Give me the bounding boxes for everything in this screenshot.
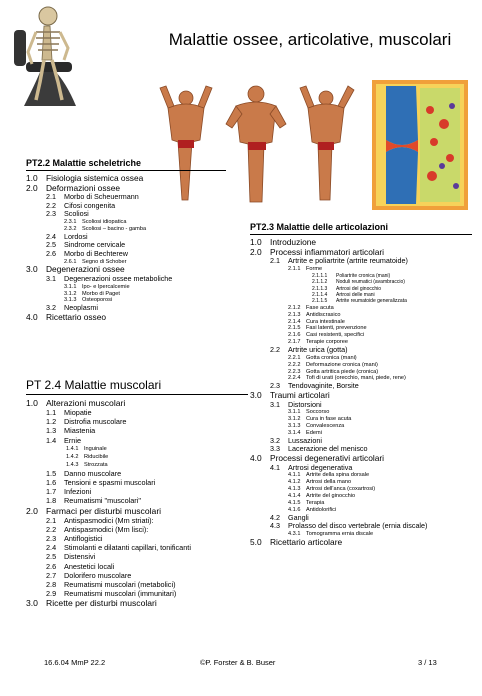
section-pt23 bbox=[250, 222, 472, 547]
outline-item-text: Fasi latenti, prevenzione bbox=[306, 325, 367, 332]
outline-item bbox=[250, 382, 472, 391]
outline-item-number: 2.1.3 bbox=[288, 311, 301, 318]
outline-item-text: Reumatismi muscolari (metabolici) bbox=[64, 580, 176, 590]
outline-item-number: 2.1 bbox=[270, 256, 280, 266]
outline-item-text: Tomogramma ernia discale bbox=[306, 530, 374, 537]
outline-item-number: 4.1 bbox=[270, 462, 280, 472]
outline-item-number: 1.1 bbox=[46, 408, 57, 417]
outline-item-text: Antidiscrasico bbox=[306, 311, 341, 318]
outline-item-number: 4.1.6 bbox=[288, 506, 301, 513]
outline-item bbox=[250, 409, 472, 416]
outline-item-number: 3.1.2 bbox=[64, 290, 77, 297]
outline-item-text: Scoliosi – bacino - gamba bbox=[82, 225, 147, 232]
outline-item bbox=[250, 401, 472, 410]
outline-item bbox=[250, 507, 472, 514]
outline-item-number: 1.5 bbox=[46, 468, 57, 478]
outline-item-text: Artrosi delle mani bbox=[336, 291, 375, 298]
outline-item bbox=[26, 174, 226, 184]
heading-rule bbox=[26, 170, 226, 171]
outline-item bbox=[250, 514, 472, 523]
outline-item bbox=[26, 580, 248, 589]
outline-item-number: 2.1.6 bbox=[288, 332, 301, 339]
outline-item-number: 2.1.4 bbox=[288, 318, 301, 325]
outline-item-text: Cura in fase acuta bbox=[306, 416, 352, 423]
outline-item-text: Scoliosi idiopatica bbox=[82, 218, 127, 225]
outline-item bbox=[250, 391, 472, 401]
outline-item-number: 2.3 bbox=[46, 534, 57, 544]
outline-item-text: Danno muscolare bbox=[64, 468, 122, 478]
outline-item bbox=[26, 408, 248, 417]
outline-item-text: Ricette per disturbi muscolari bbox=[46, 598, 157, 609]
outline-item-number: 2.1.1 bbox=[288, 265, 301, 272]
outline-item-text: Deformazione cronica (mani) bbox=[306, 361, 378, 368]
outline-item bbox=[26, 259, 226, 266]
outline-item-number: 2.4 bbox=[46, 231, 56, 241]
outline-item-text: Tensioni e spasmi muscolari bbox=[64, 478, 156, 488]
outline-item bbox=[250, 375, 472, 382]
outline-item-number: 1.0 bbox=[26, 173, 38, 183]
outline-item-number: 1.4.3 bbox=[66, 461, 79, 468]
outline-item-number: 2.1.5 bbox=[288, 325, 301, 332]
page-title: Malattie ossee, articolative, muscolari bbox=[168, 30, 452, 49]
outline-item-number: 2.2.2 bbox=[288, 361, 301, 368]
outline-item bbox=[26, 275, 226, 284]
outline-item-number: 1.4.2 bbox=[66, 453, 79, 460]
outline-item-text: Reumatismi "muscolari" bbox=[64, 496, 141, 506]
outline-item-text: Artrite del ginocchio bbox=[306, 492, 356, 499]
outline-item bbox=[26, 453, 248, 461]
outline-item-number: 5.0 bbox=[250, 536, 262, 547]
section-heading: PT 2.4 Malattie muscolari bbox=[26, 378, 162, 392]
outline-item-text: Antiflogistici bbox=[64, 534, 103, 544]
outline-item-text: Tendovaginite, Borsite bbox=[288, 382, 359, 391]
outline-item-text: Antidolorifici bbox=[306, 506, 337, 513]
outline-item-number: 3.0 bbox=[26, 264, 38, 275]
outline-item-number: 4.2 bbox=[270, 512, 280, 522]
outline-item bbox=[26, 426, 248, 435]
outline-item-text: Degenerazioni ossee metaboliche bbox=[64, 275, 173, 284]
outline-item-number: 3.1.1 bbox=[288, 409, 301, 416]
outline-item-number: 1.0 bbox=[26, 398, 38, 408]
outline-item bbox=[250, 305, 472, 312]
outline-item-text: Artrite urica (gotta) bbox=[288, 346, 348, 355]
outline-item-number: 3.1 bbox=[270, 399, 280, 409]
outline-item bbox=[26, 297, 226, 304]
outline-item-number: 4.1.5 bbox=[288, 499, 301, 506]
footer-authors: ©P. Forster & B. Buser bbox=[200, 658, 276, 667]
outline-item bbox=[26, 487, 248, 496]
outline-item bbox=[250, 346, 472, 355]
outline-item-number: 2.1.2 bbox=[288, 304, 301, 311]
outline-item-text: Osteoporosi bbox=[82, 297, 113, 304]
outline-item-text: Ricettario osseo bbox=[46, 312, 107, 322]
outline-item-text: Degenerazioni ossee bbox=[46, 265, 125, 275]
outline-item bbox=[26, 284, 226, 291]
outline-item bbox=[250, 454, 472, 464]
outline-item-text: Soccorso bbox=[306, 409, 330, 416]
outline-item-number: 3.1.1 bbox=[64, 283, 77, 290]
outline-item-number: 3.1 bbox=[46, 274, 56, 284]
outline-item-text: Artrosi della mano bbox=[306, 479, 352, 486]
outline-item-text: Cura intestinale bbox=[306, 318, 345, 325]
outline-item bbox=[250, 332, 472, 339]
outline-item-number: 1.0 bbox=[250, 237, 262, 247]
outline-item-text: Antispasmodici (Mm striati): bbox=[64, 515, 154, 525]
outline-item-text: Processi degenerativi articolari bbox=[270, 453, 385, 463]
heading-rule bbox=[250, 234, 472, 235]
outline-item-text: Reumatismi muscolari (immunitari) bbox=[64, 589, 177, 599]
section-pt24 bbox=[26, 378, 248, 608]
outline-item-number: 3.1.3 bbox=[64, 297, 77, 304]
outline-item bbox=[250, 464, 472, 473]
outline-item bbox=[250, 472, 472, 479]
outline-item bbox=[250, 325, 472, 332]
outline-item bbox=[250, 248, 472, 258]
outline-item-number: 2.1 bbox=[46, 515, 57, 525]
outline-item-number: 2.3 bbox=[46, 209, 56, 219]
outline-item-number: 2.2 bbox=[46, 200, 56, 210]
outline-item bbox=[26, 233, 226, 242]
outline-item bbox=[26, 516, 248, 525]
outline-item-number: 2.2.1 bbox=[288, 354, 301, 361]
outline-item-number: 4.1.1 bbox=[288, 472, 301, 479]
skeleton-image bbox=[6, 2, 88, 110]
outline-item bbox=[250, 522, 472, 531]
outline-item-text: Gotta cronica (mani) bbox=[306, 354, 357, 361]
outline-item-text: Distensivi bbox=[64, 552, 96, 562]
outline-item-text: Miopatie bbox=[64, 408, 92, 417]
outline-item bbox=[250, 369, 472, 376]
outline-item bbox=[250, 238, 472, 248]
outline-item bbox=[250, 319, 472, 326]
outline-item-text: Lacerazione del menisco bbox=[288, 445, 368, 454]
outline-item-text: Traumi articolari bbox=[270, 390, 330, 400]
outline-item bbox=[250, 437, 472, 446]
outline-item-number: 2.0 bbox=[250, 246, 262, 257]
outline-item bbox=[250, 538, 472, 548]
outline-item-text: Gangli bbox=[288, 513, 309, 522]
outline-item bbox=[26, 313, 226, 323]
outline-item-number: 2.6.1 bbox=[64, 258, 77, 265]
outline-item-text: Morbo di Bechterew bbox=[64, 249, 128, 258]
outline-item-text: Forme bbox=[306, 265, 323, 272]
outline-item bbox=[26, 598, 248, 608]
footer-page-number: 3 / 13 bbox=[418, 658, 437, 667]
outline-item-text: Antispasmodici (Mm lisci): bbox=[64, 524, 149, 534]
outline-item bbox=[26, 496, 248, 505]
outline-item-text: Sindrome cervicale bbox=[64, 241, 126, 250]
outline-item-text: Infezioni bbox=[64, 487, 92, 497]
outline-item-text: Fisiologia sistemica ossea bbox=[46, 174, 144, 183]
outline-item bbox=[26, 543, 248, 552]
outline-item bbox=[250, 312, 472, 319]
outline-item bbox=[250, 257, 472, 266]
outline-item-number: 2.2.4 bbox=[288, 375, 301, 382]
outline-item-text: Artrite della spina dorsale bbox=[306, 472, 370, 479]
outline-item-text: Morbo di Scheuermann bbox=[64, 193, 139, 202]
outline-item-text: Artrite e poliartrite (artrite reumatoide) bbox=[288, 257, 408, 266]
outline-item-number: 2.3.1 bbox=[64, 218, 77, 225]
outline-item bbox=[250, 362, 472, 369]
outline-item bbox=[26, 534, 248, 543]
outline-item-number: 2.2.3 bbox=[288, 368, 301, 375]
section-heading: PT2.3 Malattie delle articolazioni bbox=[250, 222, 389, 232]
outline-item-number: 2.3.2 bbox=[64, 225, 77, 232]
outline-item-number: 2.5 bbox=[46, 240, 56, 250]
outline-item-text: Artrosi degenerativa bbox=[288, 463, 353, 472]
outline-item-number: 2.8 bbox=[46, 580, 57, 590]
outline-item bbox=[250, 339, 472, 346]
outline-item bbox=[250, 479, 472, 486]
outline-item-text: Inguinale bbox=[84, 445, 107, 452]
outline-item bbox=[26, 265, 226, 275]
outline-item-number: 1.4.1 bbox=[66, 445, 79, 452]
outline-item-text: Tofi di urati (orecchio, mani, piede, rene) bbox=[306, 375, 406, 382]
outline-item-number: 3.2 bbox=[46, 303, 56, 313]
outline-item bbox=[250, 531, 472, 538]
outline-list bbox=[26, 398, 248, 608]
outline-item-number: 3.0 bbox=[250, 389, 262, 400]
outline-item-number: 3.2 bbox=[270, 435, 280, 445]
outline-item-number: 2.1.1.2 bbox=[312, 279, 328, 286]
outline-list bbox=[250, 238, 472, 547]
outline-item-text: Poliartrite cronica (mani) bbox=[336, 272, 391, 279]
outline-list bbox=[26, 174, 226, 323]
outline-item-number: 3.0 bbox=[26, 598, 38, 609]
outline-item-number: 2.1.1.1 bbox=[312, 272, 328, 279]
outline-item-text: Fase acuta bbox=[306, 304, 334, 311]
outline-item bbox=[26, 304, 226, 313]
outline-item-text: Noduli reumatici (avambraccio) bbox=[336, 279, 405, 286]
outline-item bbox=[26, 210, 226, 219]
outline-item-text: Artrite reumatoide generalizzata bbox=[336, 298, 407, 305]
outline-item-number: 2.2 bbox=[270, 345, 280, 355]
outline-item-number: 2.3 bbox=[270, 381, 280, 391]
section-pt22 bbox=[26, 158, 226, 323]
outline-item-text: Riducibile bbox=[84, 453, 109, 460]
outline-item-number: 1.3 bbox=[46, 426, 57, 436]
outline-item bbox=[250, 430, 472, 437]
outline-item bbox=[26, 469, 248, 478]
outline-item bbox=[250, 493, 472, 500]
outline-item bbox=[26, 291, 226, 298]
outline-item-number: 2.1.1.4 bbox=[312, 291, 328, 298]
outline-item-number: 4.3.1 bbox=[288, 530, 301, 537]
outline-item-text: Processi infiammatori articolari bbox=[270, 247, 385, 257]
outline-item-number: 3.1.3 bbox=[288, 422, 301, 429]
outline-item-text: Cifosi congenita bbox=[64, 201, 116, 210]
outline-item-number: 4.1.2 bbox=[288, 479, 301, 486]
outline-item-text: Ipo- e Ipercalcemie bbox=[82, 283, 130, 290]
outline-item-number: 4.1.3 bbox=[288, 485, 301, 492]
outline-item bbox=[26, 571, 248, 580]
outline-item bbox=[250, 355, 472, 362]
section-heading: PT2.2 Malattie scheletriche bbox=[26, 158, 142, 168]
outline-item-text: Strozzata bbox=[84, 461, 108, 468]
outline-item-number: 4.3 bbox=[270, 521, 280, 531]
joint-diagram-image bbox=[372, 80, 468, 210]
outline-item-text: Lordosi bbox=[64, 232, 88, 241]
outline-item-text: Farmaci per disturbi muscolari bbox=[46, 505, 162, 516]
outline-item-number: 3.1.2 bbox=[288, 416, 301, 423]
outline-item-text: Distrofia muscolare bbox=[64, 417, 127, 427]
outline-item-number: 2.0 bbox=[26, 505, 38, 516]
outline-item-number: 2.6 bbox=[46, 248, 56, 258]
outline-item-number: 2.1 bbox=[46, 192, 56, 202]
outline-item bbox=[26, 193, 226, 202]
outline-item-number: 2.6 bbox=[46, 561, 57, 571]
outline-item-text: Morbo di Paget bbox=[82, 290, 120, 297]
outline-item bbox=[26, 398, 248, 408]
outline-item-text: Alterazioni muscolari bbox=[46, 398, 126, 408]
outline-item bbox=[26, 436, 248, 445]
outline-item-text: Ernie bbox=[64, 435, 82, 445]
outline-item bbox=[250, 486, 472, 493]
outline-item-text: Stimolanti e dilatanti capillari, tonificanti bbox=[64, 543, 191, 553]
footer-date-code: 16.6.04 MmP 22.2 bbox=[44, 658, 106, 667]
outline-item-text: Dolorifero muscolare bbox=[64, 570, 132, 580]
outline-item bbox=[26, 241, 226, 250]
outline-item bbox=[26, 589, 248, 598]
outline-item-number: 4.0 bbox=[26, 311, 38, 322]
outline-item bbox=[250, 500, 472, 507]
outline-item-number: 2.1.1.5 bbox=[312, 298, 328, 305]
outline-item bbox=[26, 202, 226, 211]
outline-item-text: Terapie corporee bbox=[306, 339, 348, 346]
outline-item-number: 4.0 bbox=[250, 452, 262, 463]
outline-item-text: Prolasso del disco vertebrale (ernia discale) bbox=[288, 522, 428, 531]
outline-item-number: 2.4 bbox=[46, 543, 57, 553]
outline-item-number: 2.1.7 bbox=[288, 339, 301, 346]
outline-item-text: Anestetici locali bbox=[64, 561, 115, 571]
outline-item-text: Lussazioni bbox=[288, 436, 322, 445]
outline-item-text: Artrosi del ginocchio bbox=[336, 285, 382, 292]
outline-item-text: Terapia bbox=[306, 499, 325, 506]
outline-item-text: Distorsioni bbox=[288, 400, 322, 409]
outline-item bbox=[26, 506, 248, 516]
outline-item-text: Ricettario articolare bbox=[270, 537, 343, 547]
outline-item-text: Convalescenza bbox=[306, 422, 345, 429]
outline-item-text: Deformazioni ossee bbox=[46, 183, 121, 193]
outline-item-text: Scoliosi bbox=[64, 210, 89, 219]
heading-rule bbox=[26, 394, 248, 395]
outline-item-number: 2.5 bbox=[46, 552, 57, 562]
outline-item-text: Miastenia bbox=[64, 426, 96, 436]
outline-item-number: 1.2 bbox=[46, 417, 57, 427]
outline-item-number: 1.8 bbox=[46, 496, 57, 506]
outline-item bbox=[26, 445, 248, 453]
outline-item bbox=[26, 250, 226, 259]
outline-item-number: 3.3 bbox=[270, 444, 280, 454]
outline-item-text: Artrosi dell'anca (coxartrosi) bbox=[306, 485, 376, 492]
outline-item bbox=[250, 416, 472, 423]
outline-item-number: 1.7 bbox=[46, 487, 57, 497]
outline-item bbox=[26, 417, 248, 426]
outline-item bbox=[26, 478, 248, 487]
outline-item-text: Edemi bbox=[306, 429, 322, 436]
outline-item-number: 1.4 bbox=[46, 435, 57, 445]
outline-item-number: 2.2 bbox=[46, 524, 57, 534]
outline-item-text: Introduzione bbox=[270, 238, 317, 247]
outline-item-text: Segno di Schober bbox=[82, 258, 127, 265]
outline-item bbox=[26, 226, 226, 233]
outline-item-text: Casi resistenti, specifici bbox=[306, 332, 365, 339]
outline-item-number: 2.1.1.3 bbox=[312, 285, 328, 292]
outline-item bbox=[26, 552, 248, 561]
outline-item bbox=[26, 562, 248, 571]
outline-item-number: 1.6 bbox=[46, 478, 57, 488]
outline-item bbox=[26, 461, 248, 469]
outline-item-number: 3.1.4 bbox=[288, 429, 301, 436]
outline-item-number: 2.0 bbox=[26, 182, 38, 193]
outline-item bbox=[250, 445, 472, 454]
outline-item bbox=[26, 525, 248, 534]
outline-item-number: 2.9 bbox=[46, 589, 57, 599]
outline-item bbox=[250, 266, 472, 273]
outline-item bbox=[26, 219, 226, 226]
outline-item bbox=[250, 423, 472, 430]
outline-item-number: 4.1.4 bbox=[288, 492, 301, 499]
outline-item-text: Neoplasmi bbox=[64, 304, 98, 313]
outline-item bbox=[26, 184, 226, 194]
outline-item-number: 2.7 bbox=[46, 570, 57, 580]
outline-item-text: Gotta artritica piede (cronica) bbox=[306, 368, 379, 375]
